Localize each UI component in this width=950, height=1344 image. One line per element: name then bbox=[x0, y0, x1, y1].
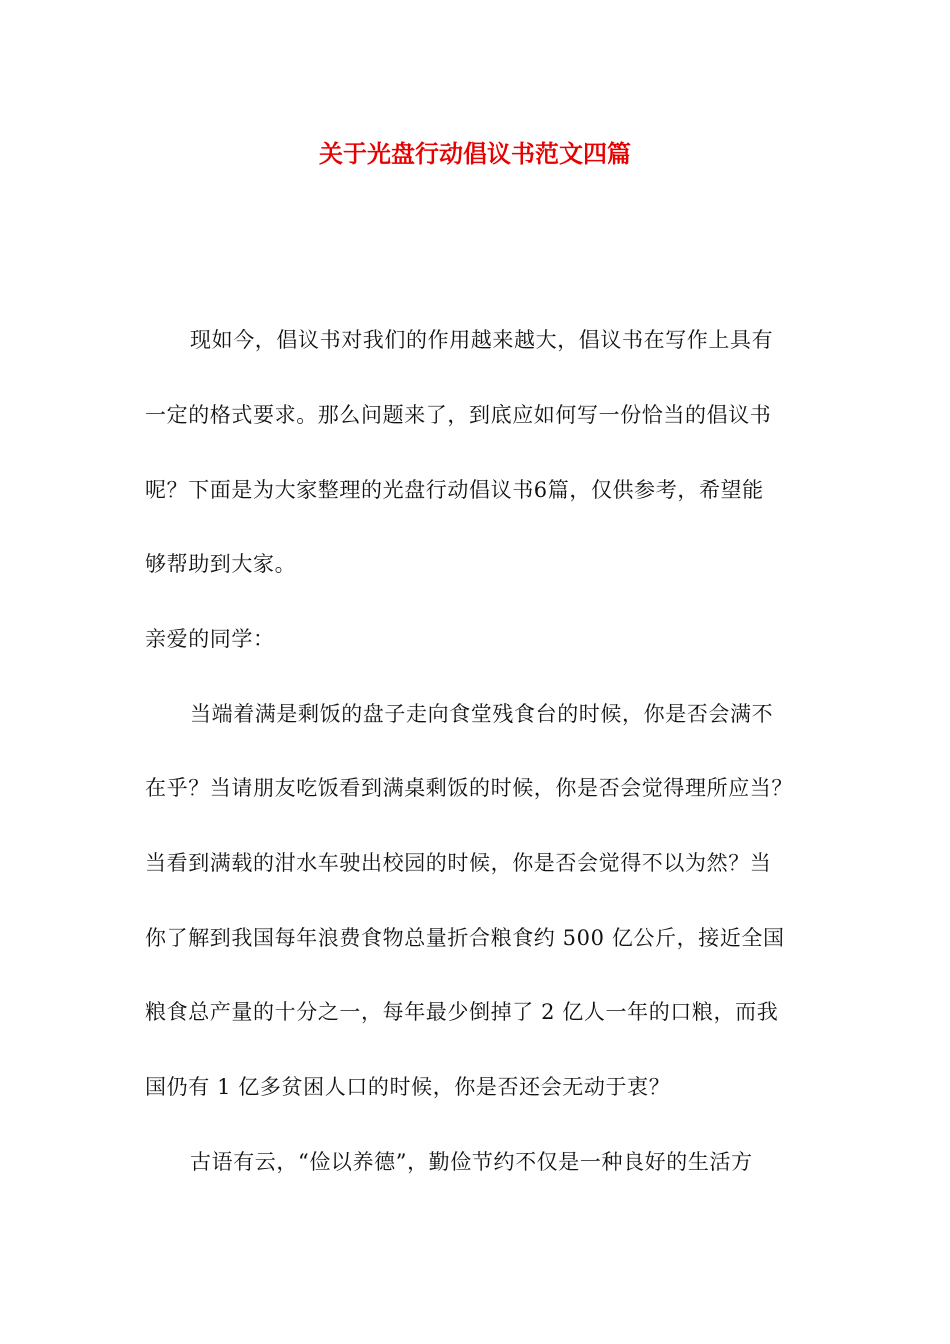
paragraph-line: 呢？下面是为大家整理的光盘行动倡议书6篇，仅供参考，希望能 bbox=[145, 478, 764, 502]
paragraph-line: 粮食总产量的十分之一，每年最少倒掉了 2 亿人一年的口粮，而我 bbox=[145, 1000, 779, 1024]
paragraph-line: 古语有云，“俭以养德”，勤俭节约不仅是一种良好的生活方 bbox=[190, 1150, 753, 1174]
paragraph-line: 国仍有 1 亿多贫困人口的时候，你是否还会无动于衷？ bbox=[145, 1075, 671, 1099]
paragraph-line: 你了解到我国每年浪费食物总量折合粮食约 500 亿公斤，接近全国 bbox=[145, 926, 785, 950]
paragraph-line: 一定的格式要求。那么问题来了，到底应如何写一份恰当的倡议书 bbox=[145, 403, 772, 427]
paragraph-line: 当端着满是剩饭的盘子走向食堂残食台的时候，你是否会满不 bbox=[190, 702, 774, 726]
paragraph-line: 够帮助到大家。 bbox=[145, 552, 297, 576]
paragraph-line: 现如今，倡议书对我们的作用越来越大，倡议书在写作上具有 bbox=[190, 328, 774, 352]
document-title: 关于光盘行动倡议书范文四篇 bbox=[319, 140, 631, 168]
paragraph-line: 当看到满载的泔水车驶出校园的时候，你是否会觉得不以为然？当 bbox=[145, 851, 772, 875]
paragraph-line: 在乎？当请朋友吃饭看到满桌剩饭的时候，你是否会觉得理所应当？ bbox=[145, 776, 793, 800]
salutation-line: 亲爱的同学： bbox=[145, 627, 275, 651]
